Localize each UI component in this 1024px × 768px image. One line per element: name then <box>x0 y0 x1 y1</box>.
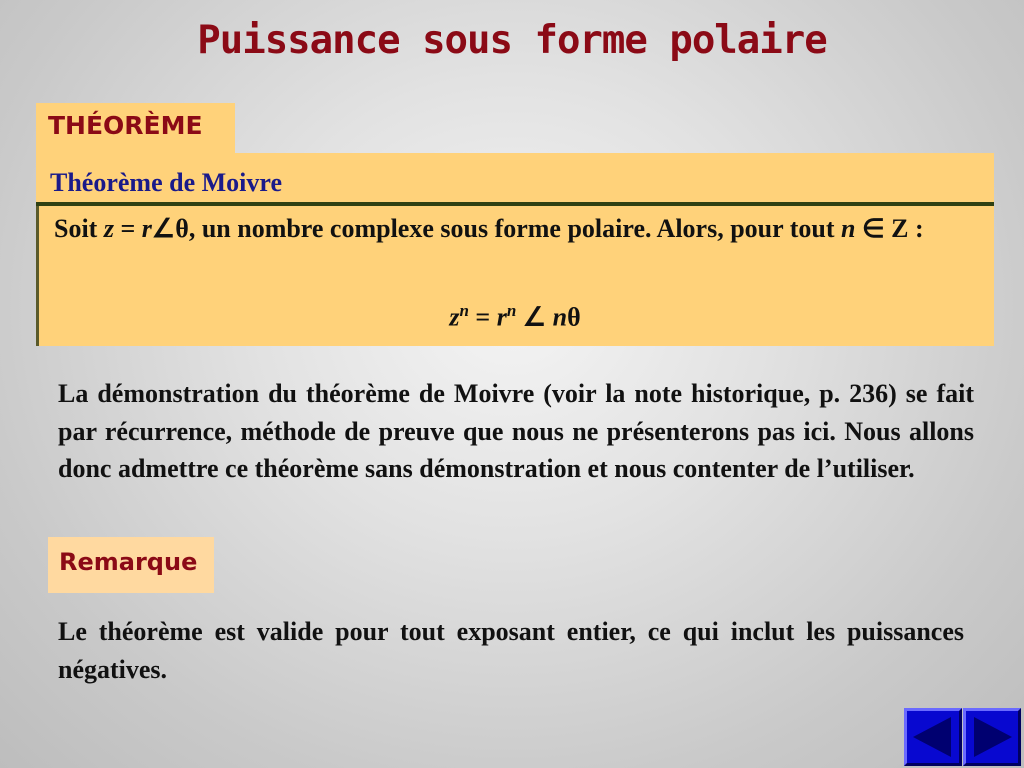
theorem-statement: Soit z = r∠θ, un nombre complexe sous forme polaire. Alors, pour tout n ∈ Z : <box>54 214 924 243</box>
slide-title: Puissance sous forme polaire <box>197 18 827 63</box>
next-slide-button[interactable] <box>963 708 1021 766</box>
arrow-right-icon <box>966 711 1018 763</box>
remark-text: Le théorème est valide pour tout exposant entier, ce qui inclut les puissances négatives. <box>58 617 964 684</box>
de-moivre-formula: $z^n = r^n$ ∠ nθ <box>449 301 581 332</box>
theorem-name: Théorème de Moivre <box>50 168 282 197</box>
arrow-left-icon <box>907 711 959 763</box>
theorem-box <box>36 153 994 346</box>
previous-slide-button[interactable] <box>904 708 962 766</box>
remark-tab: Remarque <box>48 537 214 593</box>
theorem-divider <box>36 202 994 206</box>
demonstration-paragraph: La démonstration du théorème de Moivre (voir la note historique, p. 236) se fait par récurrence, méthode de preuve que nous ne présenterons pas ici. Nous allons donc admettre ce théorème sans démonstration et nous contenter de l’utiliser. <box>58 379 974 483</box>
theorem-tab: THÉORÈME <box>36 103 235 155</box>
